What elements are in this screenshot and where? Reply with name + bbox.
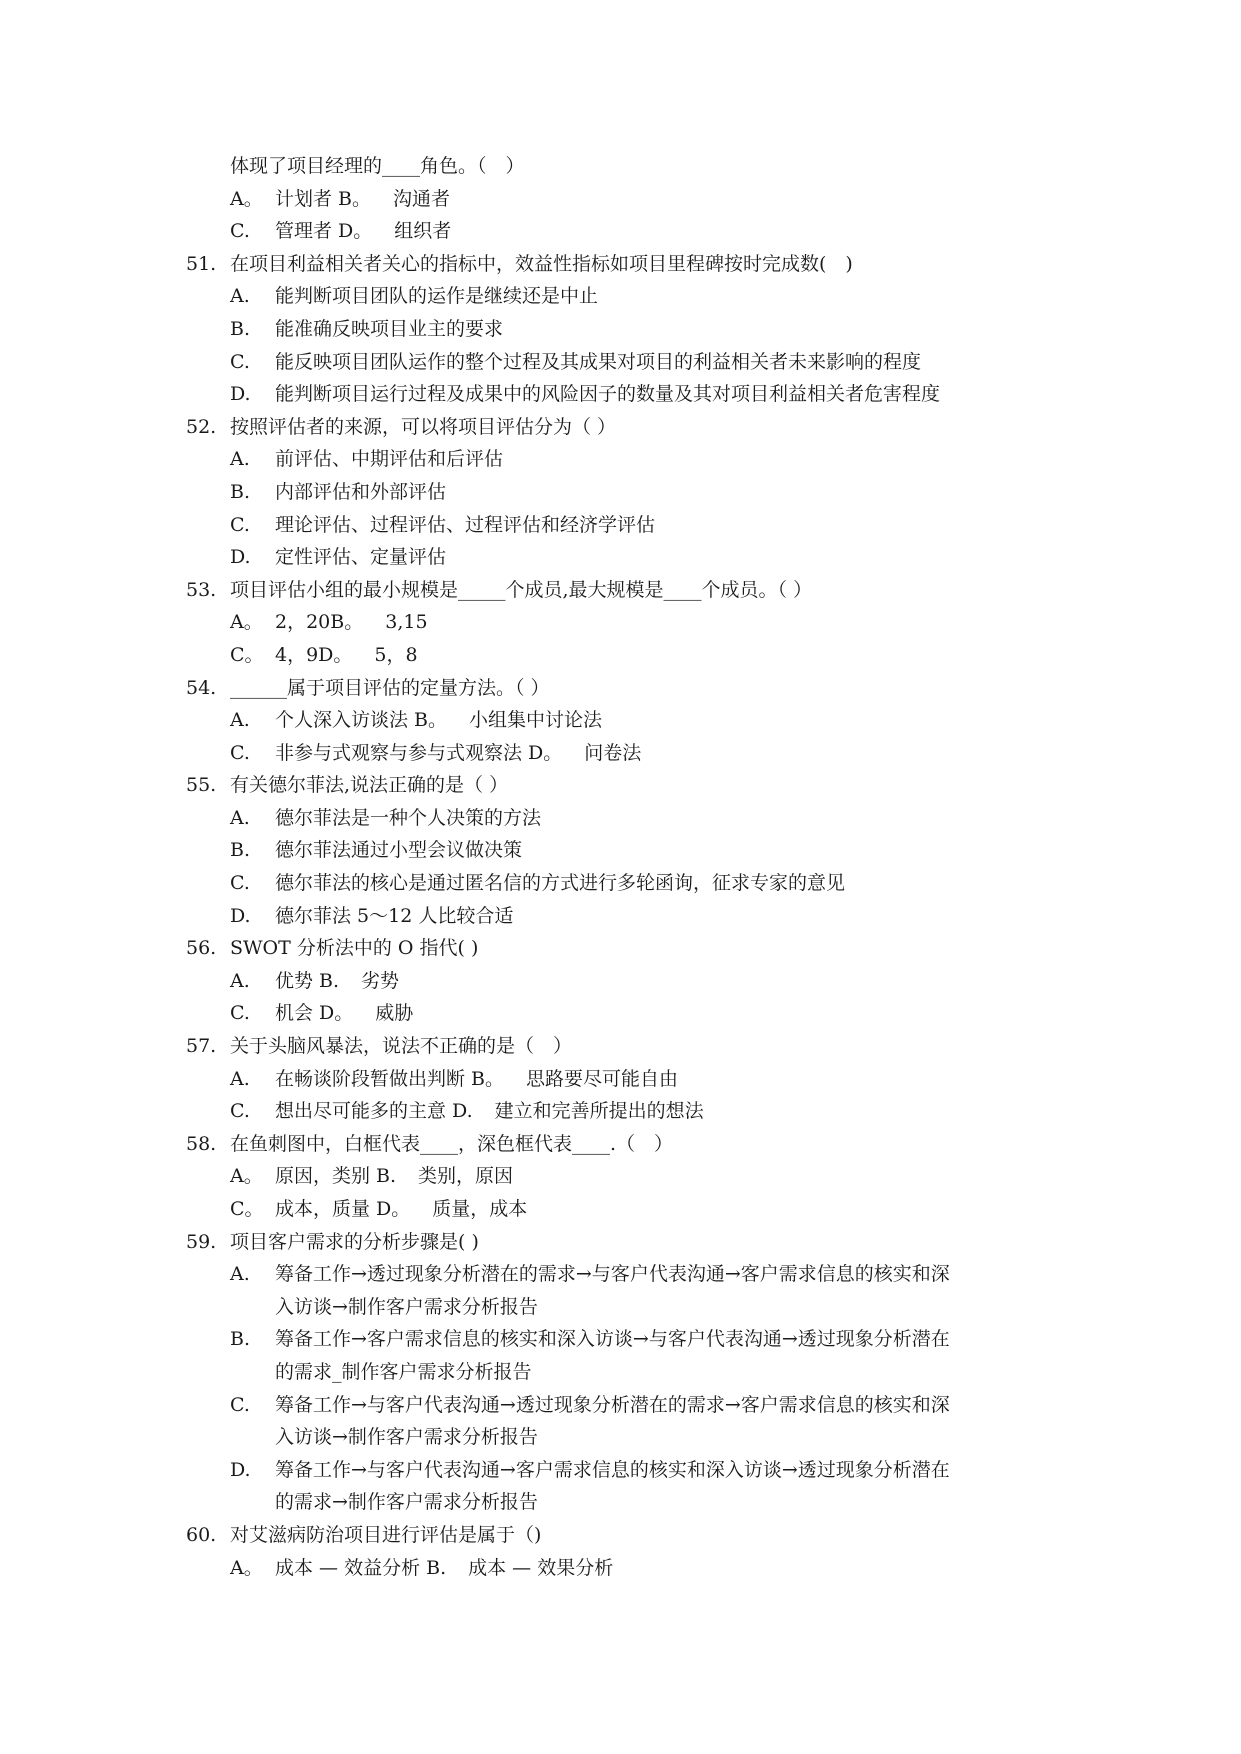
option-letter: D. [230, 1458, 251, 1481]
option-pair-row [0, 737, 1241, 770]
option-text: 非参与式观察与参与式观察法 D。 [275, 741, 563, 764]
question-row [0, 574, 1241, 607]
option-text: 4，9D。 [275, 643, 353, 666]
option-row [0, 1258, 1241, 1291]
option-text: 成本 — 效益分析 B. [275, 1556, 447, 1579]
question-row [0, 1519, 1241, 1552]
question-row [0, 411, 1241, 444]
option-continuation [0, 1486, 1241, 1519]
question-stem: 关于头脑风暴法，说法不正确的是（ ） [230, 1035, 573, 1058]
option-text: 管理者 D。 [275, 220, 373, 243]
question-stem-continuation [0, 150, 1241, 183]
question-stem: 按照评估者的来源，可以将项目评估分为（ ） [230, 415, 617, 438]
option-pair-row [0, 1193, 1241, 1226]
option-letter: A. [230, 1263, 250, 1286]
option-pair-row [0, 965, 1241, 998]
option-text: 在畅谈阶段暂做出判断 B。 [275, 1067, 505, 1090]
option-text: 理论评估、过程评估、过程评估和经济学评估 [275, 513, 656, 536]
option-text: 成本 — 效果分析 [468, 1556, 614, 1579]
option-continuation [0, 1421, 1241, 1454]
question-stem: 项目评估小组的最小规模是_____个成员,最大规模是____个成员。（ ） [230, 578, 813, 601]
option-letter: A。 [230, 1556, 263, 1579]
question-row [0, 1128, 1241, 1161]
option-text: 能反映项目团队运作的整个过程及其成果对项目的利益相关者未来影响的程度 [275, 350, 922, 373]
option-text: 的需求_制作客户需求分析报告 [275, 1360, 532, 1383]
option-pair-row [0, 997, 1241, 1030]
question-row [0, 769, 1241, 802]
option-text: 计划者 B。 [275, 187, 372, 210]
option-text: 个人深入访谈法 B。 [275, 709, 448, 732]
question-list [0, 150, 1241, 1584]
option-letter: C. [230, 1002, 250, 1025]
option-pair [275, 965, 399, 998]
question-stem: SWOT 分析法中的 O 指代( ) [230, 937, 479, 960]
option-row [0, 1323, 1241, 1356]
option-text: 2，20B。 [275, 611, 364, 634]
option-pair [275, 1552, 613, 1585]
question-row [0, 248, 1241, 281]
question-number: 58. [186, 1132, 217, 1155]
option-text: 想出尽可能多的主意 D. [275, 1100, 473, 1123]
option-text: 德尔菲法是一种个人决策的方法 [275, 806, 542, 829]
option-text: 能判断项目运行过程及成果中的风险因子的数量及其对项目利益相关者危害程度 [275, 383, 941, 406]
option-text: 定性评估、定量评估 [275, 546, 447, 569]
option-row [0, 443, 1241, 476]
option-text: 小组集中讨论法 [469, 709, 603, 732]
option-text: 筹备工作→透过现象分析潜在的需求→与客户代表沟通→客户需求信息的核实和深 [275, 1263, 950, 1286]
option-letter: C。 [230, 643, 264, 666]
option-text: 5，8 [374, 643, 418, 666]
option-letter: A. [230, 1067, 250, 1090]
option-row [0, 313, 1241, 346]
question-stem: 对艾滋病防治项目进行评估是属于（) [230, 1523, 542, 1546]
question-number: 55. [186, 774, 217, 797]
option-text: 原因，类别 B. [275, 1165, 397, 1188]
question-row [0, 932, 1241, 965]
option-text: 德尔菲法 5～12 人比较合适 [275, 904, 514, 927]
option-continuation [0, 1291, 1241, 1324]
option-pair [275, 183, 450, 216]
question-row [0, 1030, 1241, 1063]
option-pair-row [0, 1552, 1241, 1585]
option-text: 能准确反映项目业主的要求 [275, 317, 504, 340]
option-text: 入访谈→制作客户需求分析报告 [275, 1295, 538, 1318]
option-letter: B. [230, 1328, 251, 1351]
option-row [0, 346, 1241, 379]
option-text: 优势 B. [275, 969, 340, 992]
option-pair-row [0, 183, 1241, 216]
option-pair [275, 997, 413, 1030]
option-text: 能判断项目团队的运作是继续还是中止 [275, 285, 599, 308]
option-row [0, 476, 1241, 509]
option-letter: B. [230, 839, 251, 862]
option-text: 机会 D。 [275, 1002, 354, 1025]
option-row [0, 509, 1241, 542]
question-number: 54. [186, 676, 217, 699]
question-stem: 有关德尔菲法,说法正确的是（ ） [230, 774, 509, 797]
option-letter: D. [230, 904, 251, 927]
option-pair [275, 1160, 513, 1193]
option-text: 类别，原因 [418, 1165, 514, 1188]
option-row [0, 541, 1241, 574]
option-pair-row [0, 1160, 1241, 1193]
option-row [0, 378, 1241, 411]
option-letter: C. [230, 513, 250, 536]
option-text: 内部评估和外部评估 [275, 480, 447, 503]
option-text: 沟通者 [393, 187, 451, 210]
option-letter: A。 [230, 1165, 263, 1188]
option-text: 劣势 [361, 969, 400, 992]
option-text: 德尔菲法的核心是通过匿名信的方式进行多轮函询，征求专家的意见 [275, 872, 846, 895]
option-pair [275, 1063, 678, 1096]
option-pair [275, 1095, 704, 1128]
option-pair-row [0, 639, 1241, 672]
option-letter: A. [230, 448, 250, 471]
option-letter: A。 [230, 187, 263, 210]
option-letter: D. [230, 546, 251, 569]
question-number: 53. [186, 578, 217, 601]
question-number: 59. [186, 1230, 217, 1253]
option-row [0, 867, 1241, 900]
option-letter: B. [230, 480, 251, 503]
option-row [0, 1389, 1241, 1422]
question-stem: 在鱼刺图中，白框代表____，深色框代表____.（ ） [230, 1132, 674, 1155]
question-number: 51. [186, 252, 217, 275]
option-text: 质量，成本 [432, 1198, 528, 1220]
option-pair [275, 737, 641, 770]
question-stem: 项目客户需求的分析步骤是( ) [230, 1230, 479, 1253]
option-text: 筹备工作→客户需求信息的核实和深入访谈→与客户代表沟通→透过现象分析潜在 [275, 1328, 950, 1351]
option-letter: C. [230, 741, 250, 764]
option-row [0, 834, 1241, 867]
question-stem: ______属于项目评估的定量方法。（ ） [230, 676, 550, 699]
option-letter: A. [230, 806, 250, 829]
option-row [0, 1454, 1241, 1487]
option-text: 筹备工作→与客户代表沟通→客户需求信息的核实和深入访谈→透过现象分析潜在 [275, 1458, 950, 1481]
option-text: 筹备工作→与客户代表沟通→透过现象分析潜在的需求→客户需求信息的核实和深 [275, 1393, 950, 1416]
option-pair [275, 704, 602, 737]
question-row [0, 1226, 1241, 1259]
question-stem: 体现了项目经理的____角色。（ ） [230, 155, 525, 177]
option-pair [275, 215, 451, 248]
option-pair-row [0, 606, 1241, 639]
option-row [0, 802, 1241, 835]
option-pair-row [0, 215, 1241, 248]
option-text: 建立和完善所提出的想法 [494, 1100, 704, 1123]
option-letter: C. [230, 220, 250, 243]
option-letter: C. [230, 872, 250, 895]
option-letter: A. [230, 285, 250, 308]
option-text: 的需求→制作客户需求分析报告 [275, 1491, 538, 1514]
option-letter: B. [230, 317, 251, 340]
option-letter: C. [230, 350, 250, 373]
option-pair [275, 639, 418, 672]
option-pair-row [0, 704, 1241, 737]
option-text: 思路要尽可能自由 [526, 1067, 679, 1090]
option-text: 问卷法 [584, 741, 642, 764]
question-number: 52. [186, 415, 217, 438]
option-pair-row [0, 1095, 1241, 1128]
option-text: 德尔菲法通过小型会议做决策 [275, 839, 523, 862]
option-text: 威胁 [375, 1002, 414, 1025]
option-row [0, 900, 1241, 933]
option-letter: D. [230, 383, 251, 406]
question-number: 60. [186, 1523, 217, 1546]
option-pair [275, 1193, 527, 1226]
option-letter: C. [230, 1393, 250, 1416]
option-letter: A. [230, 709, 250, 732]
option-text: 组织者 [394, 220, 452, 243]
option-letter: C。 [230, 1198, 264, 1220]
option-row [0, 280, 1241, 313]
option-pair [275, 606, 428, 639]
option-letter: A. [230, 969, 250, 992]
question-row [0, 672, 1241, 705]
option-text: 前评估、中期评估和后评估 [275, 448, 504, 471]
option-text: 成本，质量 D。 [275, 1198, 411, 1220]
option-letter: A。 [230, 611, 263, 634]
option-text: 3,15 [385, 611, 428, 634]
option-letter: C. [230, 1100, 250, 1123]
question-number: 57. [186, 1035, 217, 1058]
option-text: 入访谈→制作客户需求分析报告 [275, 1426, 538, 1449]
question-stem: 在项目利益相关者关心的指标中，效益性指标如项目里程碑按时完成数( ) [230, 252, 853, 275]
option-pair-row [0, 1063, 1241, 1096]
question-number: 56. [186, 937, 217, 960]
option-continuation [0, 1356, 1241, 1389]
